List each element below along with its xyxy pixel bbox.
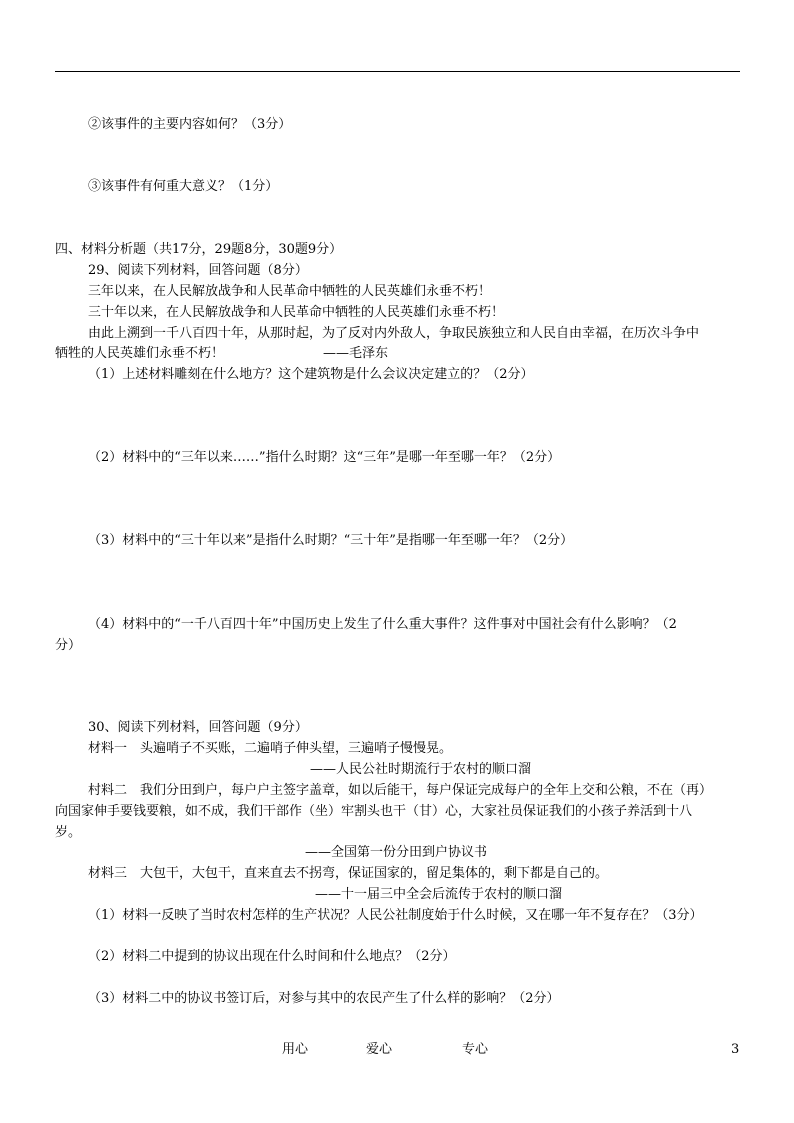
q30-material-2-cont: 岁。 <box>55 825 82 840</box>
q30-subquestion-3: （3）材料二中的协议书签订后，对参与其中的农民产生了什么样的影响？（2分） <box>88 991 560 1006</box>
q29-intro: 29、阅读下列材料，回答问题（8分） <box>88 263 308 278</box>
q30-material-2-source: ——全国第一份分田到户协议书 <box>305 845 488 860</box>
q30-material-3: 材料三 大包干，大包干，直来直去不拐弯，保证国家的，留足集体的，剩下都是自己的。 <box>88 866 609 881</box>
q29-subquestion-2: （2）材料中的“三年以来……”指什么时期？这“三年”是哪一年至哪一年？（2分） <box>88 450 561 465</box>
q29-material-line: 牺牲的人民英雄们永垂不朽！ <box>55 346 225 361</box>
q29-material-line: 三年以来，在人民解放战争和人民革命中牺牲的人民英雄们永垂不朽！ <box>88 284 492 299</box>
footer-word-2: 爱心 <box>366 1042 393 1057</box>
footer-word-3: 专心 <box>462 1042 489 1057</box>
q30-subquestion-2: （2）材料二中提到的协议出现在什么时间和什么地点？（2分） <box>88 949 456 964</box>
q30-subquestion-1: （1）材料一反映了当时农村怎样的生产状况？人民公社制度始于什么时候，又在哪一年不复存在？（3分） <box>88 908 703 923</box>
q30-material-2: 村料二 我们分田到户，每户户主签字盖章，如以后能干，每户保证完成每户的全年上交和公粮，不在（再） <box>88 783 713 798</box>
q30-intro: 30、阅读下列材料，回答问题（9分） <box>88 720 308 735</box>
q29-subquestion-4: （4）材料中的“一千八百四十年”中国历史上发生了什么重大事件？这件事对中国社会有什么影响？（2 <box>88 617 677 632</box>
q29-subquestion-1: （1）上述材料雕刻在什么地方？这个建筑物是什么会议决定建立的？（2分） <box>88 367 534 382</box>
footer-word-1: 用心 <box>282 1042 309 1057</box>
header-rule <box>55 71 740 72</box>
q30-material-2-cont: 向国家伸手要钱要粮，如不成，我们干部作（坐）牢割头也干（甘）心，大家社员保证我们的小孩子养活到十八 <box>55 804 693 819</box>
section-title: 四、材料分析题（共17分，29题8分，30题9分） <box>55 242 343 257</box>
q30-material-3-source: ——十一届三中全会后流传于农村的顺口溜 <box>315 887 563 902</box>
q30-material-1: 材料一 头遍哨子不买账，二遍哨子伸头望，三遍哨子慢慢晃。 <box>88 741 453 756</box>
q29-material-line: 三十年以来，在人民解放战争和人民革命中牺牲的人民英雄们永垂不朽！ <box>88 305 505 320</box>
q29-material-line: 由此上溯到一千八百四十年，从那时起，为了反对内外敌人，争取民族独立和人民自由幸福，在历次斗争中 <box>88 326 700 341</box>
q30-material-1-source: ——人民公社时期流行于农村的顺口溜 <box>310 762 532 777</box>
question-3: ③该事件有何重大意义？（1分） <box>88 179 279 194</box>
question-2: ②该事件的主要内容如何？（3分） <box>88 117 292 132</box>
q29-subquestion-3: （3）材料中的“三十年以来”是指什么时期？“三十年”是指哪一年至哪一年？（2分） <box>88 533 574 548</box>
page-number: 3 <box>731 1042 740 1057</box>
q29-subquestion-4-cont: 分） <box>55 638 82 653</box>
q29-author: ——毛泽东 <box>323 346 389 361</box>
